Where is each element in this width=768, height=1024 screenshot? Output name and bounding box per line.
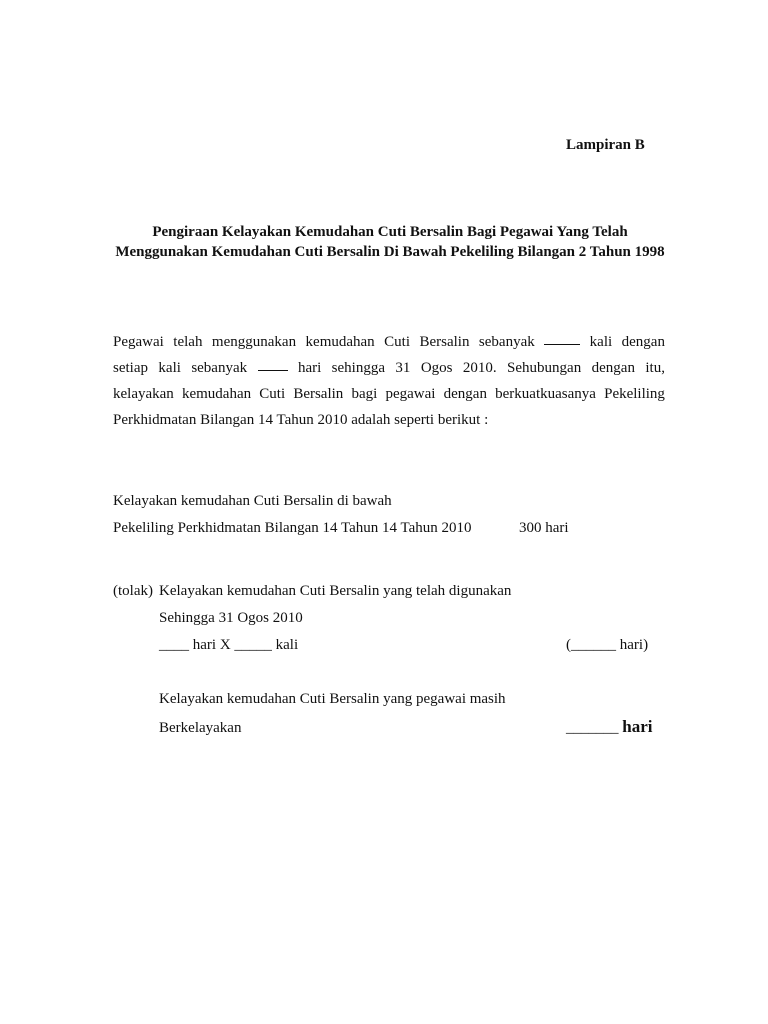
days-per-time-blank bbox=[258, 356, 288, 371]
word: berkuatkuasanya bbox=[495, 386, 596, 402]
word: kali bbox=[589, 334, 613, 350]
word: dengan bbox=[443, 386, 487, 402]
word: kelayakan bbox=[113, 386, 174, 402]
paragraph-line-3 bbox=[113, 382, 665, 406]
word: Bersalin bbox=[293, 386, 344, 402]
remaining-unit: hari bbox=[622, 717, 653, 736]
remaining-value bbox=[566, 716, 652, 739]
paragraph-line-4 bbox=[113, 408, 665, 432]
word: dengan bbox=[591, 360, 635, 376]
entitlement-label-line-1: Kelayakan kemudahan Cuti Bersalin di bawah bbox=[113, 493, 392, 509]
used-label-line-1: Kelayakan kemudahan Cuti Bersalin yang telah digunakan bbox=[159, 583, 512, 599]
used-value: (______ hari) bbox=[566, 637, 649, 653]
word: kemudahan bbox=[181, 386, 252, 402]
word: kali bbox=[158, 360, 181, 376]
entitlement-label-line-2: Pekeliling Perkhidmatan Bilangan 14 Tahun 14 Tahun 2010 bbox=[113, 520, 472, 536]
word: telah bbox=[173, 334, 203, 350]
word: 31 bbox=[395, 360, 411, 376]
paragraph-line-1 bbox=[113, 330, 665, 354]
word: kemudahan bbox=[305, 334, 375, 350]
paragraph-line-2 bbox=[113, 356, 665, 380]
word: sebanyak bbox=[191, 360, 248, 376]
times-used-blank bbox=[544, 330, 580, 345]
word: pegawai bbox=[385, 386, 436, 402]
remaining-blank: _______ bbox=[566, 720, 619, 736]
remaining-label-line-1: Kelayakan kemudahan Cuti Bersalin yang pegawai masih bbox=[159, 691, 506, 707]
word: sehingga bbox=[331, 360, 385, 376]
word: 2010. bbox=[462, 360, 497, 376]
used-formula: ____ hari X _____ kali bbox=[159, 637, 299, 653]
document-title-line-2: Menggunakan Kemudahan Cuti Bersalin Di Bawah Pekeliling Bilangan 2 Tahun 1998 bbox=[115, 244, 665, 260]
word: hari bbox=[297, 360, 322, 376]
remaining-label-line-2: Berkelayakan bbox=[159, 720, 242, 736]
word: Cuti bbox=[259, 386, 286, 402]
word: Pegawai bbox=[113, 334, 164, 350]
word: itu, bbox=[645, 360, 665, 376]
word: Bersalin bbox=[419, 334, 470, 350]
word: dengan bbox=[621, 334, 665, 350]
paragraph-last-line: Perkhidmatan Bilangan 14 Tahun 2010 adalah seperti berikut : bbox=[113, 412, 489, 428]
deduct-prefix: (tolak) bbox=[113, 583, 153, 599]
document-title-line-1: Pengiraan Kelayakan Kemudahan Cuti Bersalin Bagi Pegawai Yang Telah bbox=[152, 224, 628, 240]
word: Cuti bbox=[384, 334, 410, 350]
word: Sehubungan bbox=[507, 360, 582, 376]
used-label-line-2: Sehingga 31 Ogos 2010 bbox=[159, 610, 303, 626]
word: bagi bbox=[351, 386, 378, 402]
word: Pekeliling bbox=[604, 386, 665, 402]
appendix-label: Lampiran B bbox=[566, 137, 645, 153]
word: setiap bbox=[113, 360, 148, 376]
word: Ogos bbox=[420, 360, 453, 376]
entitlement-value: 300 hari bbox=[519, 520, 569, 536]
word: sebanyak bbox=[478, 334, 535, 350]
word: menggunakan bbox=[211, 334, 297, 350]
